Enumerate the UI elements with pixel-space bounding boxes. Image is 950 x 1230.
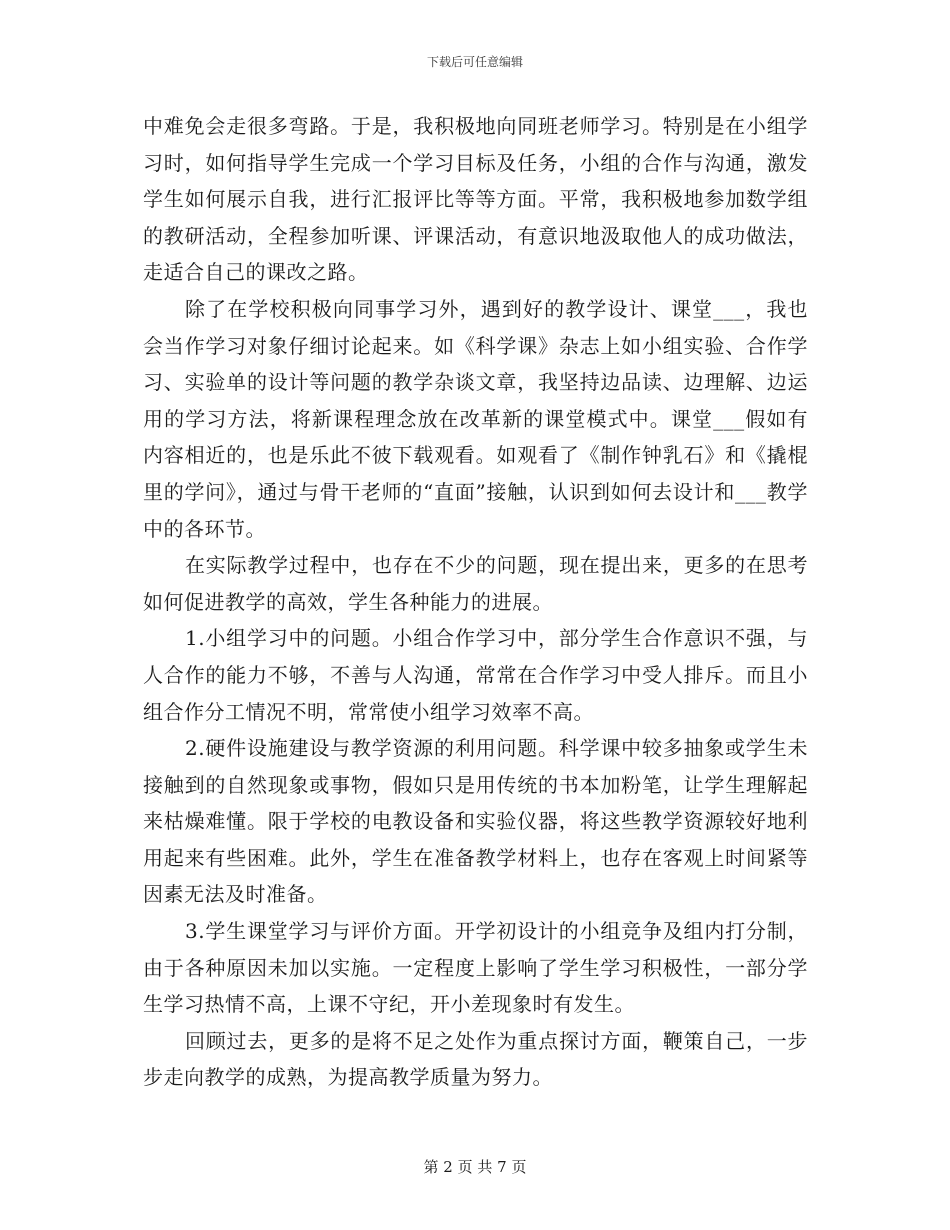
page-header: 下载后可任意编辑 (426, 55, 523, 69)
paragraph-conclusion: 回顾过去，更多的是将不足之处作为重点探讨方面，鞭策自己，一步步走向教学的成熟，为提高教学质量为努力。 (143, 1028, 808, 1090)
page-number-footer: 第 2 页 共 7 页 (423, 1158, 527, 1176)
paragraph-problems-intro: 在实际教学过程中，也存在不少的问题，现在提出来，更多的在思考如何促进教学的高效，学生各种能力的进展。 (143, 553, 808, 614)
paragraph-learning-resources: 除了在学校积极向同事学习外，遇到好的教学设计、课堂___，我也会当作学习对象仔细讨论起来。如《科学课》杂志上如小组实验、合作学习、实验单的设计等问题的教学杂谈文章，我坚持边品读、边理解、边运用的学习方法，将新课程理念放在改革新的课堂模式中。课堂___假如有内容相近的，也是乐此不彼下载观看。如观看了《制作钟乳石》和《撬棍里的学问》，通过与骨干老师的“直面”接触，认识到如何去设计和___教学中的各环节。 (143, 296, 808, 541)
document-body (143, 108, 808, 1096)
paragraph-continued: 中难免会走很多弯路。于是，我积极地向同班老师学习。特别是在小组学习时，如何指导学生完成一个学习目标及任务，小组的合作与沟通，激发学生如何展示自我，进行汇报评比等等方面。平常，我积极地参加数学组的教研活动，全程参加听课、评课活动，有意识地汲取他人的成功做法，走适合自己的课改之路。 (143, 114, 808, 285)
paragraph-problem-2: 2.硬件设施建设与教学资源的利用问题。科学课中较多抽象或学生未接触到的自然现象或事物，假如只是用传统的书本加粉笔，让学生理解起来枯燥难懂。限于学校的电教设备和实验仪器，将这些教学资源较好地利用起来有些困难。此外，学生在准备教学材料上，也存在客观上时间紧等因素无法及时准备。 (143, 736, 808, 907)
paragraph-problem-3: 3.学生课堂学习与评价方面。开学初设计的小组竞争及组内打分制，由于各种原因未加以实施。一定程度上影响了学生学习积极性，一部分学生学习热情不高，上课不守纪，开小差现象时有发生。 (143, 919, 808, 1017)
paragraph-problem-1: 1.小组学习中的问题。小组合作学习中，部分学生合作意识不强，与人合作的能力不够，不善与人沟通，常常在合作学习中受人排斥。而且小组合作分工情况不明，常常使小组学习效率不高。 (143, 626, 808, 724)
